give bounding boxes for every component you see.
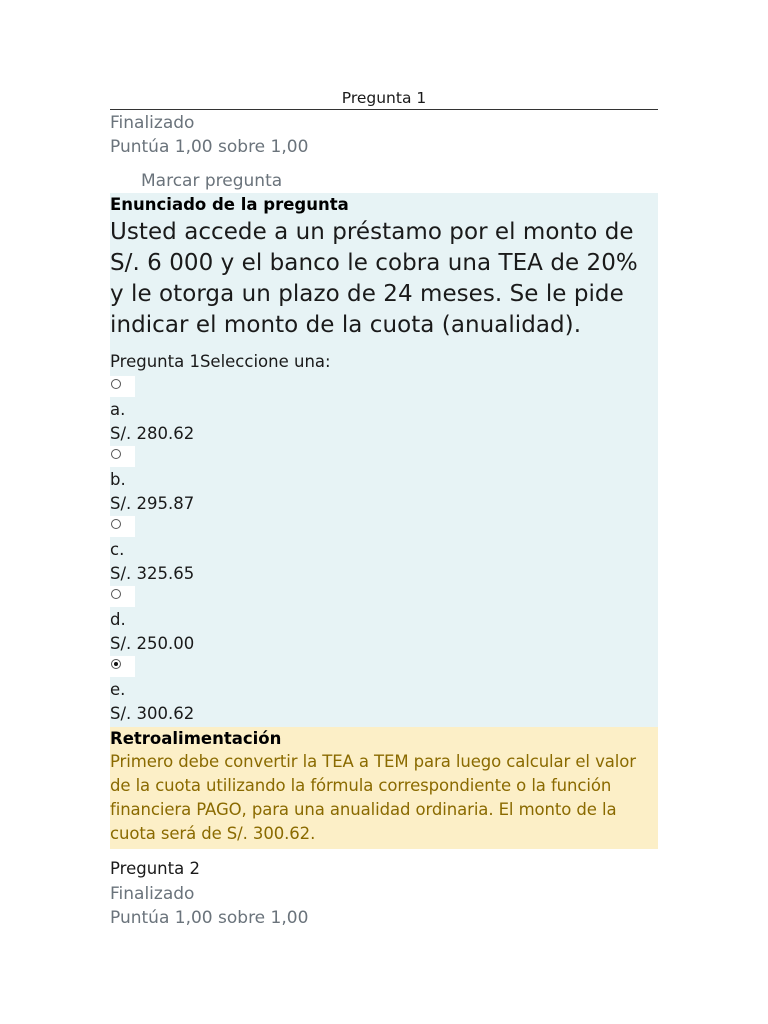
answer-prompt: Pregunta 1Seleccione una: xyxy=(110,352,331,371)
option-value: S/. 250.00 xyxy=(110,634,195,653)
radio-wrapper xyxy=(110,586,135,607)
option-letter: a. xyxy=(110,400,126,419)
option-letter: e. xyxy=(110,680,126,699)
question-2-header: Pregunta 2 xyxy=(110,859,200,878)
question-1-header: Pregunta 1 xyxy=(110,88,658,110)
option-e xyxy=(110,656,658,726)
radio-option-c[interactable] xyxy=(111,519,121,529)
radio-wrapper xyxy=(110,446,135,467)
option-letter: b. xyxy=(110,470,126,489)
feedback-box xyxy=(110,727,658,849)
question-2-state: Finalizado xyxy=(110,884,195,904)
flag-question-link[interactable]: Marcar pregunta xyxy=(141,171,283,191)
radio-option-b[interactable] xyxy=(111,449,121,459)
option-d xyxy=(110,586,658,656)
feedback-title: Retroalimentación xyxy=(110,729,282,748)
option-value: S/. 325.65 xyxy=(110,564,195,583)
question-1-grade: Puntúa 1,00 sobre 1,00 xyxy=(110,137,309,157)
radio-wrapper xyxy=(110,656,135,677)
option-value: S/. 300.62 xyxy=(110,704,195,723)
radio-wrapper xyxy=(110,516,135,537)
feedback-text: Primero debe convertir la TEA a TEM para luego calcular el valor de la cuota utilizando la fórmula correspondiente o la función financiera PAGO, para una anualidad ordinaria. El monto de la cuota será de S/. 300.62. xyxy=(110,752,636,843)
option-value: S/. 280.62 xyxy=(110,424,195,443)
option-value: S/. 295.87 xyxy=(110,494,195,513)
question-formulation xyxy=(110,193,658,727)
option-b xyxy=(110,446,658,516)
question-2-grade: Puntúa 1,00 sobre 1,00 xyxy=(110,908,309,928)
option-letter: d. xyxy=(110,610,126,629)
quiz-review-page xyxy=(110,0,658,930)
radio-wrapper xyxy=(110,376,135,397)
question-1-state: Finalizado xyxy=(110,113,195,133)
statement-title: Enunciado de la pregunta xyxy=(110,195,349,214)
radio-option-a[interactable] xyxy=(111,379,121,389)
question-text: Usted accede a un préstamo por el monto de S/. 6 000 y el banco le cobra una TEA de 20% y le otorga un plazo de 24 meses. Se le pide indicar el monto de la cuota (anualidad). xyxy=(110,219,638,338)
option-c xyxy=(110,516,658,586)
radio-option-d[interactable] xyxy=(111,589,121,599)
option-a xyxy=(110,376,658,446)
radio-option-e-selected[interactable] xyxy=(111,659,121,669)
option-letter: c. xyxy=(110,540,125,559)
